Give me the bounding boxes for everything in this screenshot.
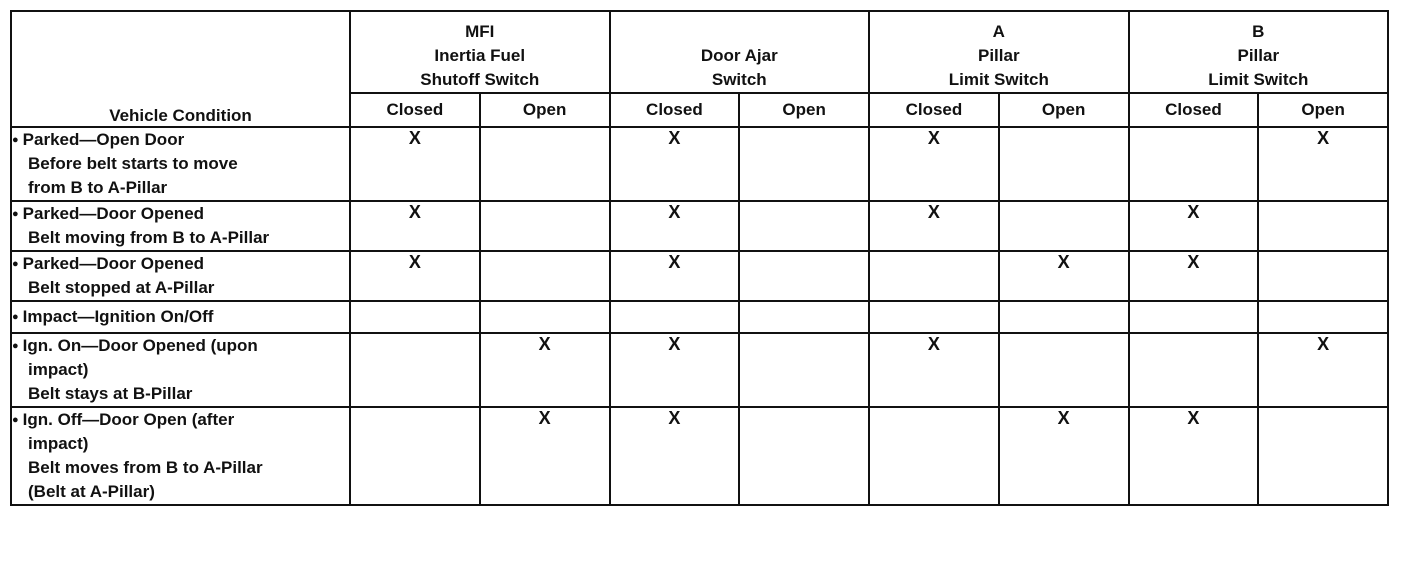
vehicle-condition-cell (11, 251, 350, 301)
sub-header-open: Open (480, 93, 610, 127)
header-line: Limit Switch (1208, 70, 1309, 89)
a-pillar-switch-header (869, 11, 1129, 93)
empty-cell (480, 127, 610, 201)
bullet-icon: ● (12, 208, 19, 220)
mfi-switch-header (350, 11, 610, 93)
header-line: Limit Switch (948, 70, 1049, 89)
bullet-icon: ● (12, 414, 19, 426)
header-line: Inertia Fuel (434, 46, 526, 65)
switch-condition-table (10, 10, 1389, 506)
condition-text: Parked—Open Door (22, 130, 185, 149)
condition-line (12, 276, 349, 300)
x-mark-cell: X (610, 201, 740, 251)
condition-text: Belt moving from B to A-Pillar (28, 228, 270, 247)
condition-text: from B to A-Pillar (28, 178, 168, 197)
condition-line (12, 176, 349, 200)
condition-text: Ign. On—Door Opened (upon (22, 336, 258, 355)
empty-cell (869, 407, 999, 505)
x-mark-cell: X (350, 251, 480, 301)
vehicle-condition-cell (11, 127, 350, 201)
bullet-icon: ● (12, 258, 19, 270)
table-row (11, 201, 1388, 251)
empty-cell (480, 301, 610, 333)
vehicle-condition-cell (11, 407, 350, 505)
empty-cell (1258, 251, 1388, 301)
x-mark-cell: X (480, 333, 610, 407)
empty-cell (739, 251, 869, 301)
condition-line (12, 152, 349, 176)
table-body (11, 127, 1388, 505)
condition-text: Before belt starts to move (28, 154, 238, 173)
condition-line (12, 226, 349, 250)
empty-cell (999, 301, 1129, 333)
header-line: A (992, 22, 1005, 41)
switch-table-container (10, 10, 1389, 506)
x-mark-cell: X (869, 127, 999, 201)
header-line: Pillar (1237, 46, 1280, 65)
group-header-row (11, 11, 1388, 93)
empty-cell (739, 407, 869, 505)
condition-line (12, 408, 349, 432)
empty-cell (1258, 407, 1388, 505)
empty-cell (1129, 301, 1259, 333)
header-line: MFI (465, 22, 495, 41)
condition-line (12, 202, 349, 226)
header-line: Door Ajar (700, 46, 778, 65)
empty-cell (350, 407, 480, 505)
vehicle-condition-cell (11, 201, 350, 251)
empty-cell (739, 127, 869, 201)
condition-text: Belt moves from B to A-Pillar (28, 458, 263, 477)
empty-cell (480, 251, 610, 301)
condition-line (12, 358, 349, 382)
empty-cell (1258, 201, 1388, 251)
x-mark-cell: X (1129, 201, 1259, 251)
table-row (11, 407, 1388, 505)
table-row (11, 333, 1388, 407)
empty-cell (999, 127, 1129, 201)
empty-cell (1129, 127, 1259, 201)
condition-text: impact) (28, 360, 89, 379)
empty-cell (610, 301, 740, 333)
table-row (11, 127, 1388, 201)
x-mark-cell: X (999, 407, 1129, 505)
sub-header-open: Open (739, 93, 869, 127)
condition-line (12, 334, 349, 358)
empty-cell (1258, 301, 1388, 333)
sub-header-closed: Closed (869, 93, 999, 127)
b-pillar-switch-header (1129, 11, 1389, 93)
empty-cell (739, 201, 869, 251)
impact-section-label (11, 301, 350, 333)
x-mark-cell: X (1129, 251, 1259, 301)
empty-cell (999, 333, 1129, 407)
x-mark-cell: X (1129, 407, 1259, 505)
x-mark-cell: X (1258, 127, 1388, 201)
x-mark-cell: X (350, 127, 480, 201)
condition-text: Belt stopped at A-Pillar (28, 278, 215, 297)
x-mark-cell: X (610, 251, 740, 301)
condition-text: Parked—Door Opened (22, 254, 205, 273)
condition-text: (Belt at A-Pillar) (28, 482, 155, 501)
sub-header-open: Open (999, 93, 1129, 127)
empty-cell (869, 251, 999, 301)
header-line: Switch (711, 70, 767, 89)
sub-header-open: Open (1258, 93, 1388, 127)
door-ajar-switch-header (610, 11, 870, 93)
x-mark-cell: X (1258, 333, 1388, 407)
condition-text: impact) (28, 434, 89, 453)
empty-cell (739, 301, 869, 333)
x-mark-cell: X (869, 333, 999, 407)
condition-text: Parked—Door Opened (22, 204, 205, 223)
sub-header-closed: Closed (1129, 93, 1259, 127)
sub-header-closed: Closed (350, 93, 480, 127)
header-line: Pillar (977, 46, 1020, 65)
impact-label-text: Impact—Ignition On/Off (22, 307, 214, 326)
bullet-icon: ● (12, 311, 19, 323)
bullet-icon: ● (12, 340, 19, 352)
empty-cell (480, 201, 610, 251)
condition-line (12, 432, 349, 456)
x-mark-cell: X (350, 201, 480, 251)
condition-line (12, 456, 349, 480)
vehicle-condition-cell (11, 333, 350, 407)
empty-cell (350, 333, 480, 407)
impact-section-row (11, 301, 1388, 333)
sub-header-closed: Closed (610, 93, 740, 127)
bullet-icon: ● (12, 134, 19, 146)
condition-text: Belt stays at B-Pillar (28, 384, 193, 403)
x-mark-cell: X (610, 333, 740, 407)
x-mark-cell: X (610, 407, 740, 505)
vehicle-condition-header: Vehicle Condition (11, 11, 350, 127)
empty-cell (739, 333, 869, 407)
header-line: B (1252, 22, 1265, 41)
table-row (11, 251, 1388, 301)
x-mark-cell: X (869, 201, 999, 251)
x-mark-cell: X (480, 407, 610, 505)
empty-cell (999, 201, 1129, 251)
x-mark-cell: X (610, 127, 740, 201)
header-line: Shutoff Switch (420, 70, 540, 89)
condition-line (12, 480, 349, 504)
empty-cell (350, 301, 480, 333)
condition-line (12, 128, 349, 152)
condition-text: Ign. Off—Door Open (after (22, 410, 235, 429)
x-mark-cell: X (999, 251, 1129, 301)
condition-line (12, 382, 349, 406)
condition-line (12, 252, 349, 276)
empty-cell (869, 301, 999, 333)
empty-cell (1129, 333, 1259, 407)
